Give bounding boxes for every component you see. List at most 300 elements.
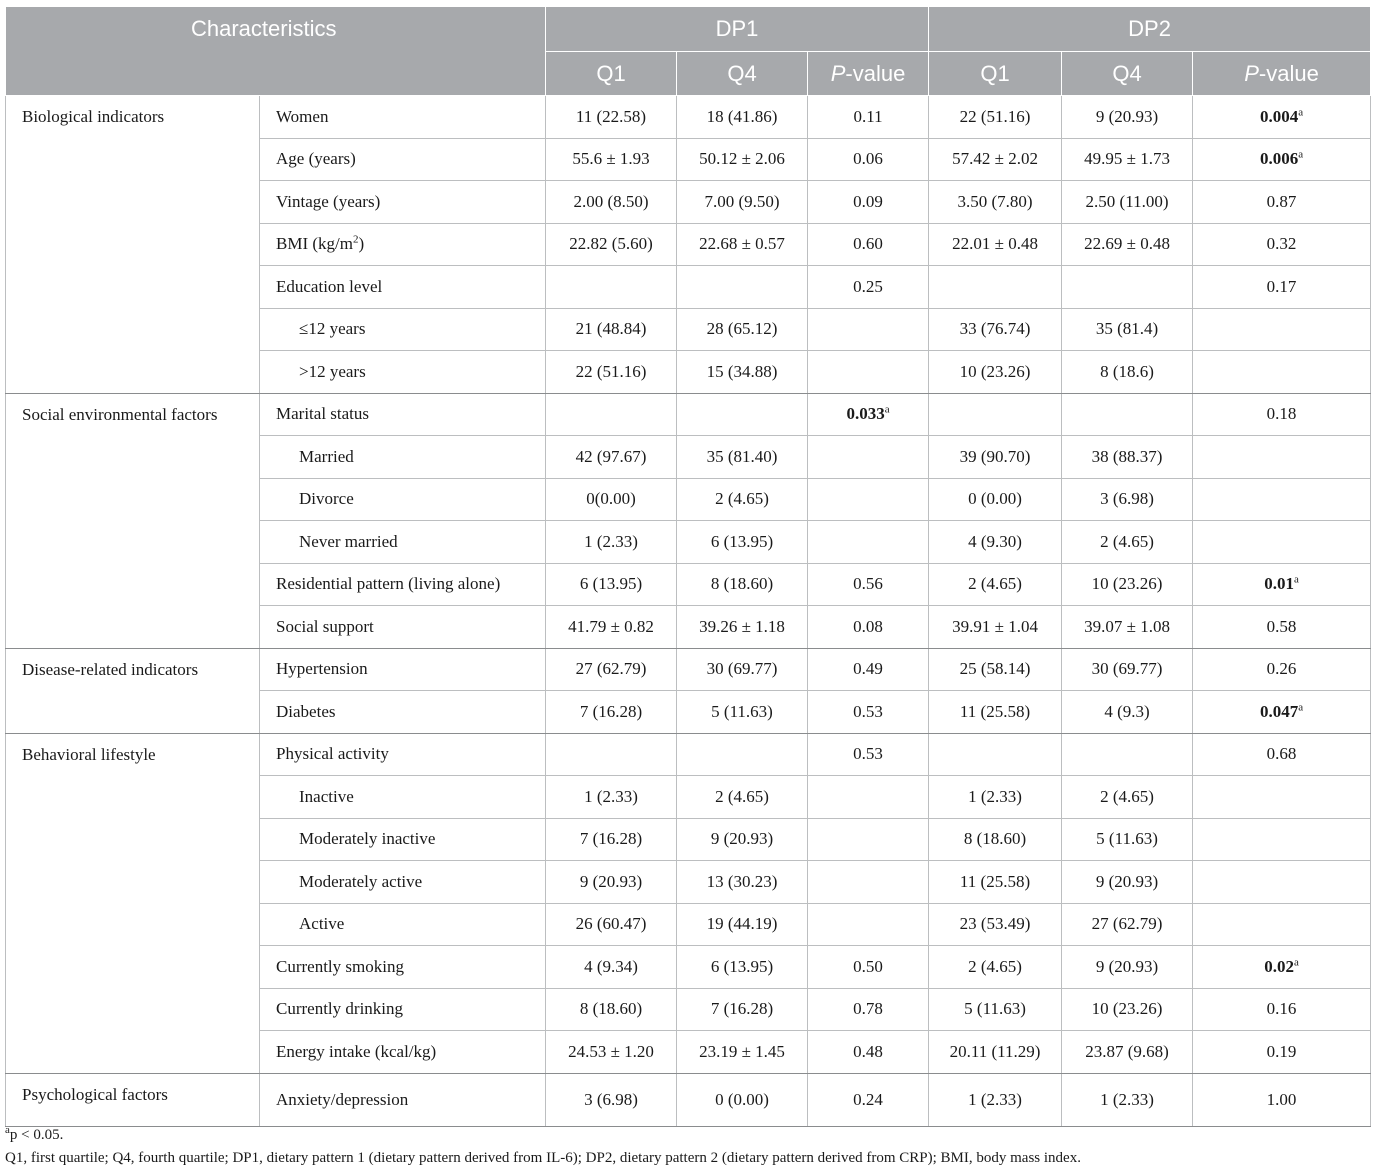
cell-dp2-q1 [929,648,1062,691]
cell-value: 20.11 (11.29) [949,1041,1041,1061]
cell-dp2-q4 [1062,521,1193,564]
cell-dp1-p [808,96,929,139]
cell-dp2-q1 [929,436,1062,479]
cell-dp2-p [1193,606,1371,649]
characteristic-label [260,988,546,1031]
cell-dp1-q4 [677,776,808,819]
cell-dp1-p [808,478,929,521]
table-row [6,393,1371,436]
cell-value: 9 (20.93) [1095,871,1159,891]
cell-dp2-q1 [929,903,1062,946]
cell-value: 3 (6.98) [1100,489,1154,509]
cell-dp2-p [1193,96,1371,139]
cell-dp2-q1 [929,776,1062,819]
cell-value: 22.01 ± 0.48 [952,234,1038,254]
significance-marker: a [884,403,890,416]
table-body [6,96,1371,1127]
cell-dp2-q1 [929,351,1062,394]
cell-value: 3 (6.98) [584,1089,638,1109]
cell-value: 2.50 (11.00) [1085,191,1169,211]
cell-value: 7 (16.28) [579,829,643,849]
cell-dp2-p [1193,563,1371,606]
cell-dp2-q4 [1062,903,1193,946]
characteristic-label-text: Inactive [299,786,354,806]
cell-value: 49.95 ± 1.73 [1084,149,1170,169]
cell-dp1-q4 [677,861,808,904]
cell-value: 19 (44.19) [706,914,778,934]
cell-dp1-q4 [677,606,808,649]
cell-dp1-q4 [677,138,808,181]
cell-value: 0.53 [853,744,883,764]
cell-value: 26 (60.47) [575,914,647,934]
label-superscript: 2 [352,233,359,246]
characteristic-label-text: BMI (kg/m [276,234,353,254]
header-p-rest: -value [845,60,906,86]
cell-value: 27 (62.79) [1091,914,1163,934]
cell-value: 39.07 ± 1.08 [1084,616,1170,636]
cell-dp1-p [808,521,929,564]
cell-value: 21 (48.84) [575,319,647,339]
characteristic-label [260,1031,546,1074]
cell-dp2-q4 [1062,138,1193,181]
characteristic-label-text: Currently smoking [276,956,404,976]
cell-dp2-q4 [1062,1031,1193,1074]
header-p-italic: P [830,60,846,86]
cell-value: 55.6 ± 1.93 [572,149,650,169]
table-row [6,1073,1371,1127]
cell-value: 0.11 [853,106,883,126]
cell-dp1-q1 [546,478,677,521]
footnote-significance [5,1124,1081,1147]
cell-dp1-q1 [546,223,677,266]
cell-dp2-q1 [929,223,1062,266]
characteristic-label [260,648,546,691]
cell-dp1-q4 [677,223,808,266]
characteristic-label-text: Diabetes [276,701,336,721]
cell-dp2-q4 [1062,776,1193,819]
cell-dp1-p [808,393,929,436]
cell-dp2-q1 [929,1031,1062,1074]
cell-dp1-q4 [677,436,808,479]
cell-dp1-p [808,861,929,904]
cell-dp2-p [1193,946,1371,989]
cell-value: 1 (2.33) [1100,1089,1154,1109]
cell-value: 0.53 [853,701,883,721]
cell-dp1-q4 [677,818,808,861]
cell-value: 0.19 [1266,1041,1297,1061]
characteristic-label-text: Active [299,914,345,934]
cell-value: 0.033 [846,404,885,424]
cell-dp2-q4 [1062,181,1193,224]
cell-dp2-q4 [1062,1073,1193,1127]
cell-dp1-q1 [546,96,677,139]
cell-dp2-q1 [929,96,1062,139]
characteristic-label-text: Physical activity [276,744,389,764]
cell-dp1-q4 [677,266,808,309]
characteristic-label [260,436,546,479]
characteristic-label-text: Married [299,446,354,466]
cell-value: 39.91 ± 1.04 [952,616,1038,636]
cell-value: 0.006 [1259,149,1299,169]
characteristic-label [260,181,546,224]
cell-dp2-p [1193,351,1371,394]
header-dp1-q4: Q4 [677,52,808,96]
characteristic-label-text: ≤12 years [299,319,366,339]
cell-dp1-q4 [677,1073,808,1127]
cell-value: 22.68 ± 0.57 [699,234,785,254]
cell-value: 0.56 [853,574,883,594]
cell-dp2-p [1193,436,1371,479]
cell-dp1-q1 [546,1073,677,1127]
cell-value: 15 (34.88) [706,361,778,381]
cell-dp1-q1 [546,776,677,819]
cell-value: 0.25 [853,276,883,296]
cell-dp2-p [1193,223,1371,266]
cell-dp2-p [1193,733,1371,776]
cell-value: 25 (58.14) [959,659,1031,679]
cell-value: 0.48 [853,1041,883,1061]
footnote-abbreviations: Q1, first quartile; Q4, fourth quartile; DP1, dietary pattern 1 (dietary pattern derived from IL-6); DP2, dietary pattern 2 (dietary pattern derived from CRP); BMI, body mass index. [5,1150,1081,1166]
table-row [6,648,1371,691]
cell-value: 0.17 [1266,276,1297,296]
cell-value: 8 (18.60) [710,574,774,594]
cell-value: 0.18 [1266,404,1297,424]
cell-dp2-q1 [929,1073,1062,1127]
cell-dp2-p [1193,393,1371,436]
cell-value: 0.78 [853,999,883,1019]
cell-dp2-q1 [929,861,1062,904]
cell-dp1-q1 [546,903,677,946]
cell-value: 35 (81.4) [1095,319,1159,339]
cell-dp2-p [1193,861,1371,904]
cell-dp1-q4 [677,308,808,351]
characteristic-label-text: Hypertension [276,659,368,679]
cell-dp1-p [808,436,929,479]
cell-dp1-q1 [546,436,677,479]
cell-dp1-q4 [677,648,808,691]
cell-value: 0.06 [853,149,883,169]
cell-dp1-q1 [546,521,677,564]
cell-dp2-q1 [929,946,1062,989]
cell-value: 50.12 ± 2.06 [699,149,785,169]
cell-dp2-p [1193,648,1371,691]
cell-dp2-q1 [929,393,1062,436]
cell-dp1-q1 [546,606,677,649]
cell-dp2-q4 [1062,393,1193,436]
cell-value: 38 (88.37) [1091,446,1163,466]
cell-dp1-q1 [546,946,677,989]
characteristics-table [5,6,1371,1127]
cell-value: 10 (23.26) [1091,999,1163,1019]
cell-value: 2 (4.65) [715,489,769,509]
characteristic-label-text: Vintage (years) [276,191,381,211]
cell-value: 5 (11.63) [964,999,1026,1019]
label-tail: ) [358,234,365,254]
cell-value: 2 (4.65) [1100,786,1154,806]
category-cell: Biological indicators [6,96,260,394]
characteristic-label-text: Divorce [299,489,354,509]
characteristic-label [260,563,546,606]
cell-value: 3.50 (7.80) [957,191,1033,211]
cell-value: 0.87 [1266,191,1297,211]
cell-dp1-p [808,1031,929,1074]
cell-value: 4 (9.34) [584,956,638,976]
characteristic-label-text: Education level [276,276,383,296]
cell-value: 1.00 [1266,1089,1297,1109]
cell-dp1-p [808,776,929,819]
cell-value: 8 (18.6) [1100,361,1154,381]
cell-value: 0.09 [853,191,883,211]
significance-marker: a [1293,573,1299,586]
cell-dp2-p [1193,818,1371,861]
table-header [6,7,1371,96]
header-dp1-q1: Q1 [546,52,677,96]
cell-dp2-q4 [1062,308,1193,351]
cell-value: 4 (9.30) [968,531,1022,551]
characteristic-label-text: Women [276,106,329,126]
characteristic-label-text: Residential pattern (living alone) [276,574,501,594]
cell-dp2-q4 [1062,988,1193,1031]
category-cell: Psychological factors [6,1073,260,1127]
cell-dp1-p [808,733,929,776]
cell-dp2-q4 [1062,648,1193,691]
characteristic-label [260,393,546,436]
cell-value: 0.24 [853,1089,883,1109]
category-cell: Disease-related indicators [6,648,260,733]
cell-value: 11 (25.58) [959,871,1031,891]
cell-dp2-q1 [929,138,1062,181]
cell-dp1-q1 [546,138,677,181]
cell-dp2-p [1193,903,1371,946]
characteristic-label [260,308,546,351]
cell-value: 8 (18.60) [963,829,1027,849]
cell-dp1-p [808,946,929,989]
cell-dp1-p [808,181,929,224]
characteristic-label [260,266,546,309]
cell-value: 57.42 ± 2.02 [952,149,1038,169]
characteristic-label [260,223,546,266]
cell-dp1-p [808,266,929,309]
cell-value: 9 (20.93) [710,829,774,849]
cell-value: 5 (11.63) [1096,829,1158,849]
cell-dp2-q1 [929,521,1062,564]
characteristic-label-text: >12 years [299,361,366,381]
cell-dp2-q1 [929,606,1062,649]
cell-value: 0.01 [1264,574,1294,594]
cell-dp2-p [1193,266,1371,309]
cell-dp2-p [1193,776,1371,819]
cell-dp1-p [808,223,929,266]
cell-dp2-p [1193,1073,1371,1127]
cell-value: 9 (20.93) [1095,956,1159,976]
cell-value: 4 (9.3) [1104,701,1150,721]
cell-value: 5 (11.63) [711,701,773,721]
cell-value: 23 (53.49) [959,914,1031,934]
characteristic-label [260,776,546,819]
table-row [6,96,1371,139]
cell-value: 6 (13.95) [710,956,774,976]
header-characteristics: Characteristics [6,7,546,96]
cell-value: 1 (2.33) [584,531,638,551]
cell-value: 28 (65.12) [706,319,778,339]
cell-dp2-q1 [929,818,1062,861]
footnote-sig-marker: a [5,1124,10,1136]
cell-dp1-p [808,648,929,691]
cell-dp2-p [1193,521,1371,564]
table-row [6,733,1371,776]
cell-dp2-q4 [1062,861,1193,904]
cell-value: 39.26 ± 1.18 [699,616,785,636]
significance-marker: a [1298,701,1304,714]
cell-value: 2 (4.65) [715,786,769,806]
cell-value: 0.02 [1264,956,1294,976]
cell-dp1-p [808,818,929,861]
cell-dp1-q1 [546,733,677,776]
characteristic-label [260,903,546,946]
characteristic-label [260,351,546,394]
cell-dp2-q4 [1062,266,1193,309]
cell-value: 42 (97.67) [575,446,647,466]
cell-dp1-q4 [677,946,808,989]
cell-dp2-q1 [929,266,1062,309]
cell-dp1-p [808,138,929,181]
cell-dp1-p [808,606,929,649]
cell-value: 0(0.00) [586,489,636,509]
cell-value: 13 (30.23) [706,871,778,891]
cell-dp1-q1 [546,393,677,436]
cell-dp1-q1 [546,181,677,224]
cell-dp2-q1 [929,181,1062,224]
cell-dp1-p [808,1073,929,1127]
cell-value: 22.82 (5.60) [569,234,653,254]
header-p-italic: P [1244,60,1259,86]
characteristic-label-text: Age (years) [276,149,356,169]
cell-dp1-q4 [677,691,808,734]
cell-dp1-q4 [677,563,808,606]
characteristic-label-text: Moderately inactive [299,829,436,849]
cell-dp2-q4 [1062,691,1193,734]
cell-dp1-q4 [677,733,808,776]
cell-dp1-p [808,691,929,734]
cell-value: 7.00 (9.50) [704,191,780,211]
cell-value: 27 (62.79) [575,659,647,679]
characteristic-label [260,861,546,904]
characteristic-label-text: Never married [299,531,398,551]
cell-value: 0.08 [853,616,883,636]
cell-value: 41.79 ± 0.82 [568,616,654,636]
cell-dp1-p [808,308,929,351]
cell-dp2-q4 [1062,351,1193,394]
cell-dp2-p [1193,181,1371,224]
significance-marker: a [1298,148,1304,161]
cell-dp1-q4 [677,478,808,521]
characteristic-label [260,691,546,734]
cell-value: 30 (69.77) [1091,659,1163,679]
cell-value: 9 (20.93) [1095,106,1159,126]
category-cell: Behavioral lifestyle [6,733,260,1073]
characteristic-label [260,818,546,861]
header-dp1: DP1 [546,7,929,52]
cell-dp2-p [1193,138,1371,181]
cell-dp1-q1 [546,818,677,861]
cell-dp2-p [1193,308,1371,351]
cell-value: 0.58 [1266,616,1297,636]
table-footnotes [5,1124,1081,1170]
characteristic-label-text: Social support [276,616,374,636]
cell-dp2-q1 [929,308,1062,351]
cell-dp2-p [1193,1031,1371,1074]
cell-value: 10 (23.26) [959,361,1031,381]
cell-dp1-q1 [546,691,677,734]
characteristic-label [260,478,546,521]
cell-dp2-q1 [929,988,1062,1031]
footnote-sig-text: p < 0.05. [9,1127,64,1143]
cell-dp1-q1 [546,648,677,691]
characteristic-label [260,1073,546,1127]
cell-dp2-q4 [1062,96,1193,139]
cell-value: 10 (23.26) [1091,574,1163,594]
cell-dp2-p [1193,691,1371,734]
header-dp2-pvalue [1193,52,1371,96]
characteristic-label-text: Anxiety/depression [276,1089,409,1109]
cell-value: 0 (0.00) [715,1089,769,1109]
cell-value: 2 (4.65) [1100,531,1154,551]
cell-dp2-q4 [1062,818,1193,861]
cell-value: 2 (4.65) [968,956,1022,976]
cell-dp2-q4 [1062,223,1193,266]
category-cell: Social environmental factors [6,393,260,648]
cell-value: 0.32 [1266,234,1297,254]
cell-dp1-q1 [546,861,677,904]
cell-value: 35 (81.40) [706,446,778,466]
cell-dp1-q1 [546,563,677,606]
cell-value: 0.004 [1259,106,1299,126]
cell-dp1-q4 [677,903,808,946]
cell-value: 2 (4.65) [968,574,1022,594]
header-p-rest: -value [1258,60,1319,86]
cell-dp1-q4 [677,988,808,1031]
cell-value: 22 (51.16) [959,106,1031,126]
significance-marker: a [1298,106,1304,119]
cell-value: 0.26 [1266,659,1297,679]
cell-dp2-q1 [929,733,1062,776]
characteristic-label [260,946,546,989]
cell-dp1-p [808,351,929,394]
cell-dp1-q1 [546,1031,677,1074]
cell-value: 0.68 [1266,744,1297,764]
cell-dp1-p [808,903,929,946]
cell-dp2-q4 [1062,563,1193,606]
cell-value: 0 (0.00) [968,489,1022,509]
cell-dp2-q4 [1062,606,1193,649]
cell-value: 7 (16.28) [710,999,774,1019]
cell-dp1-q4 [677,351,808,394]
cell-value: 23.19 ± 1.45 [699,1041,785,1061]
characteristic-label [260,96,546,139]
cell-value: 11 (22.58) [575,106,647,126]
cell-value: 0.50 [853,956,883,976]
cell-dp2-q4 [1062,946,1193,989]
cell-dp2-q1 [929,478,1062,521]
cell-value: 1 (2.33) [968,786,1022,806]
cell-dp1-q1 [546,988,677,1031]
header-dp1-pvalue [808,52,929,96]
cell-dp2-q4 [1062,733,1193,776]
characteristic-label-text: Moderately active [299,871,423,891]
cell-dp2-q4 [1062,436,1193,479]
cell-value: 6 (13.95) [579,574,643,594]
significance-marker: a [1293,956,1299,969]
